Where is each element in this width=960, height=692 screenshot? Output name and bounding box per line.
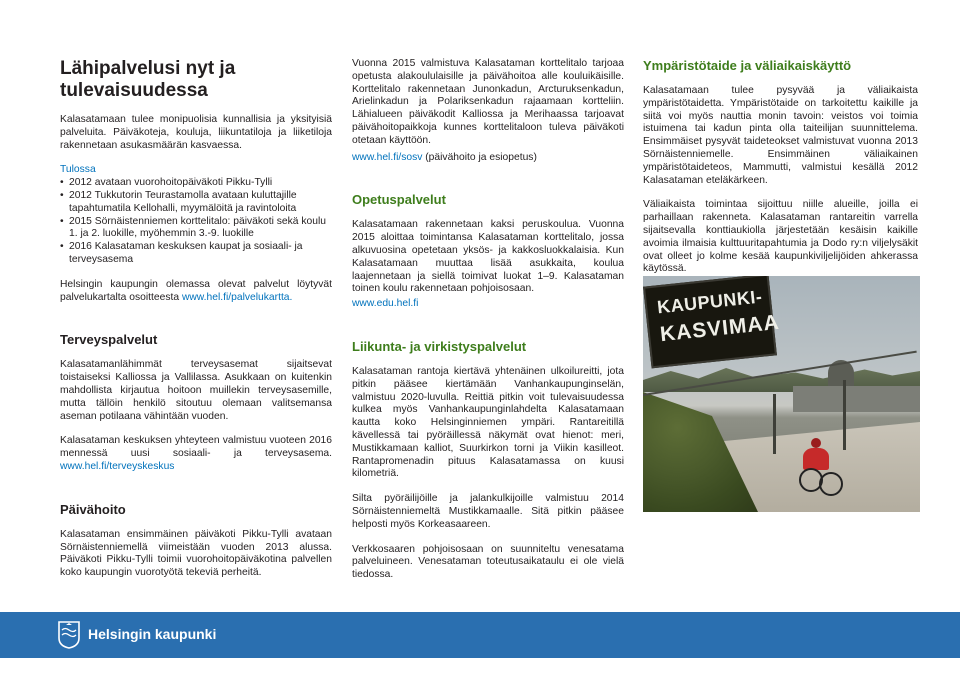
services-link[interactable]: www.hel.fi/palvelukartta. [181,291,293,303]
sport-paragraph-1: Kalasataman rantoja kiertävä yhtenäinen ulkoilureitti, jota pitkin pääsee kiertämään Vanhankaupunginselän, valmistuu 2020-luvulla. Reittiä pitkin voit tulevaisuudessa kulkea myös Vanhankaupunginlahdelta Kalasatamaan kautta koko Helsinginniemen ympäri. Rantareitillä kävellessä tai pyöräillessä näkymät ovat hienot: meri, Mustikkamaan kalliot, Suurkirkon torni ja Viikin kasilleot. Rantapromenadin pituus Kalasatamassa on kuusi kilometriä. [352,365,624,480]
coming-item: • 2012 Tukkutorin Teurastamolla avataan kuluttajille tapahtumatila Kellohalli, myymälöitä ja ravintoloita [60,190,332,216]
services-paragraph [60,279,332,321]
education-paragraph: Kalasatamaan rakennetaan kaksi peruskoulua. Vuonna 2015 aloittaa toimintansa Kalasataman korttelitalo, jossa alkuvuosina opetetaan yksös- ja kakkosluokkalaisia. Kun Kalasatamaan muuttaa lisää asukkaita, koulua laajennetaan ja siellä toimivat luokat 1–9. Kalasataman toinen koulu rakennetaan pohjoisosaan. [352,219,624,295]
column-right [643,58,918,288]
photo-cyclist-head [811,438,821,448]
health-text: Kalasataman keskuksen yhteyteen valmistuu vuoteen 2016 mennessä uusi sosiaali- ja terveysasema. [60,435,332,460]
photo-post [843,380,846,450]
art-paragraph-2: Väliaikaista toimintaa sijoittuu niille alueille, joilla ei parhaillaan rakenneta. Kalasataman rantareitin varrella sijaitsevalla konttiaukiolla järjestetään kesäisin kaikille avoimia ilmaisia kulttuuritapahtumia ja Dodo ry:n viljelysäkit ovat olleet jo kolme kesää kaupunkiviljelijöiden ahkerassa käytössä. [643,199,918,275]
coming-list [60,177,332,267]
photo-cyclist [803,448,829,470]
photo-skyline [793,386,920,412]
sosv-link[interactable]: www.hel.fi/sosv [352,151,423,163]
health-paragraph-1: Kalasatamanlähimmät terveysasemat sijaitsevat toistaiseksi Kalliossa ja Vallilassa. Asukkaan on kuitenkin mahdollista kirjautua hoitoon muillekin terveysasemille, mutta tällöin henkilö sitoutuu olemaan valitsemansa aseman potilaana vähintään vuoden. [60,359,332,422]
photo-sign [643,276,781,368]
art-heading: Ympäristötaide ja väliaikaiskäyttö [643,58,852,73]
school-paragraph: Vuonna 2015 valmistuva Kalasataman korttelitalo tarjoaa opetusta alakoululaisille ja päivähoitoa alle kouluikäisille. Korttelitalo rakennetaan Junonkadun, Arcturuksenkadun, Arielinkadun ja Polariksenkadun rajaamaan kortteliin. Lähialueen päiväkodit Kalliossa ja Merihaassa tarjoavat päivähoitopaikkoja kunnes korttelitaloon tuleva päiväkoti otetaan käyttöön. [352,58,624,146]
footer-band [0,612,960,658]
photo-bike-wheel [819,472,843,496]
art-paragraph-1: Kalasatamaan tulee pysyvää ja väliaikaista ympäristötaidetta. Ympäristötaide on tarkoitettu kaikille ja siitä voi myös nauttia monin tavoin: veistos voi toimia istuimena tai kadun pinta olla taiteilijan suunnittelema. Ensimmäiset pysyvät taideteokset valmistuvat vuonna 2013 Sörnäistenniemelle. Ensimmäinen väliaikainen ympäristötaideteos, Mammutti, valmistui kesällä 2012 Kalasataman eteläkärkeen. [643,85,918,186]
page-title: Lähipalvelusi nyt ja tulevaisuudessa [60,58,236,101]
sport-heading: Liikunta- ja virkistyspalvelut [352,338,527,354]
intro-paragraph: Kalasatamaan tulee monipuolisia kunnallisia ja yksityisiä palveluita. Päiväkoteja, kouluja, liikuntatiloja ja liiketiloja rakennetaan asukasmäärän kasvaessa. [60,114,332,151]
education-heading: Opetuspalvelut [352,192,446,208]
sosv-suffix: (päivähoito ja esiopetus) [422,151,537,163]
helsinki-crest-icon [58,621,80,649]
footer-brand: Helsingin kaupunki [88,626,217,642]
health-heading: Terveyspalvelut [60,332,158,348]
daycare-heading: Päivähoito [60,501,126,517]
health-paragraph-2 [60,435,332,489]
sport-paragraph-2: Silta pyöräilijöille ja jalankulkijoille valmistuu 2014 Sörnäistenniemeltä Mustikkamaalle. Sitä pitkin pääsee helposti myös Korkeasaareen. [352,493,624,530]
photo-sign-line-2: KASVIMAA [658,310,781,347]
sosv-line [352,152,624,181]
education-link-line [352,298,624,327]
coming-item: • 2015 Sörnäistenniemen korttelitalo: päiväkoti sekä koulu 1. ja 2. luokille, myöhemmin 3.-9. luokille [60,216,332,242]
column-left [60,58,332,592]
photo-post [773,394,776,454]
coming-item: • 2016 Kalasataman keskuksen kaupat ja sosiaali- ja terveysasema [60,241,332,267]
sport-paragraph-3: Verkkosaaren pohjoisosaan on suunniteltu venesatama palveluineen. Venesataman toteutusaikataulu ei ole vielä tiedossa. [352,543,624,581]
health-link[interactable]: www.hel.fi/terveyskeskus [60,460,175,472]
photo-sign-line-1: KAUPUNKI- [656,286,764,318]
coming-item: • 2012 avataan vuorohoitopäiväkoti Pikku-Tylli [60,177,332,190]
column-middle [352,58,624,594]
services-text: Helsingin kaupungin olemassa olevat palvelut löytyvät palvelukartalta osoitteesta [60,278,332,303]
education-link[interactable]: www.edu.hel.fi [352,298,419,310]
daycare-paragraph: Kalasataman ensimmäinen päiväkoti Pikku-Tylli avataan Sörnäistenniemellä viimeistään vuoden 2013 alussa. Päiväkoti Pikku-Tylli toimii vuorohoitopäiväkotina palvellen koko kaupungin vuorotyötä tekeviä perheitä. [60,528,332,579]
coming-label: Tulossa [60,164,96,176]
city-garden-photo [643,276,920,512]
